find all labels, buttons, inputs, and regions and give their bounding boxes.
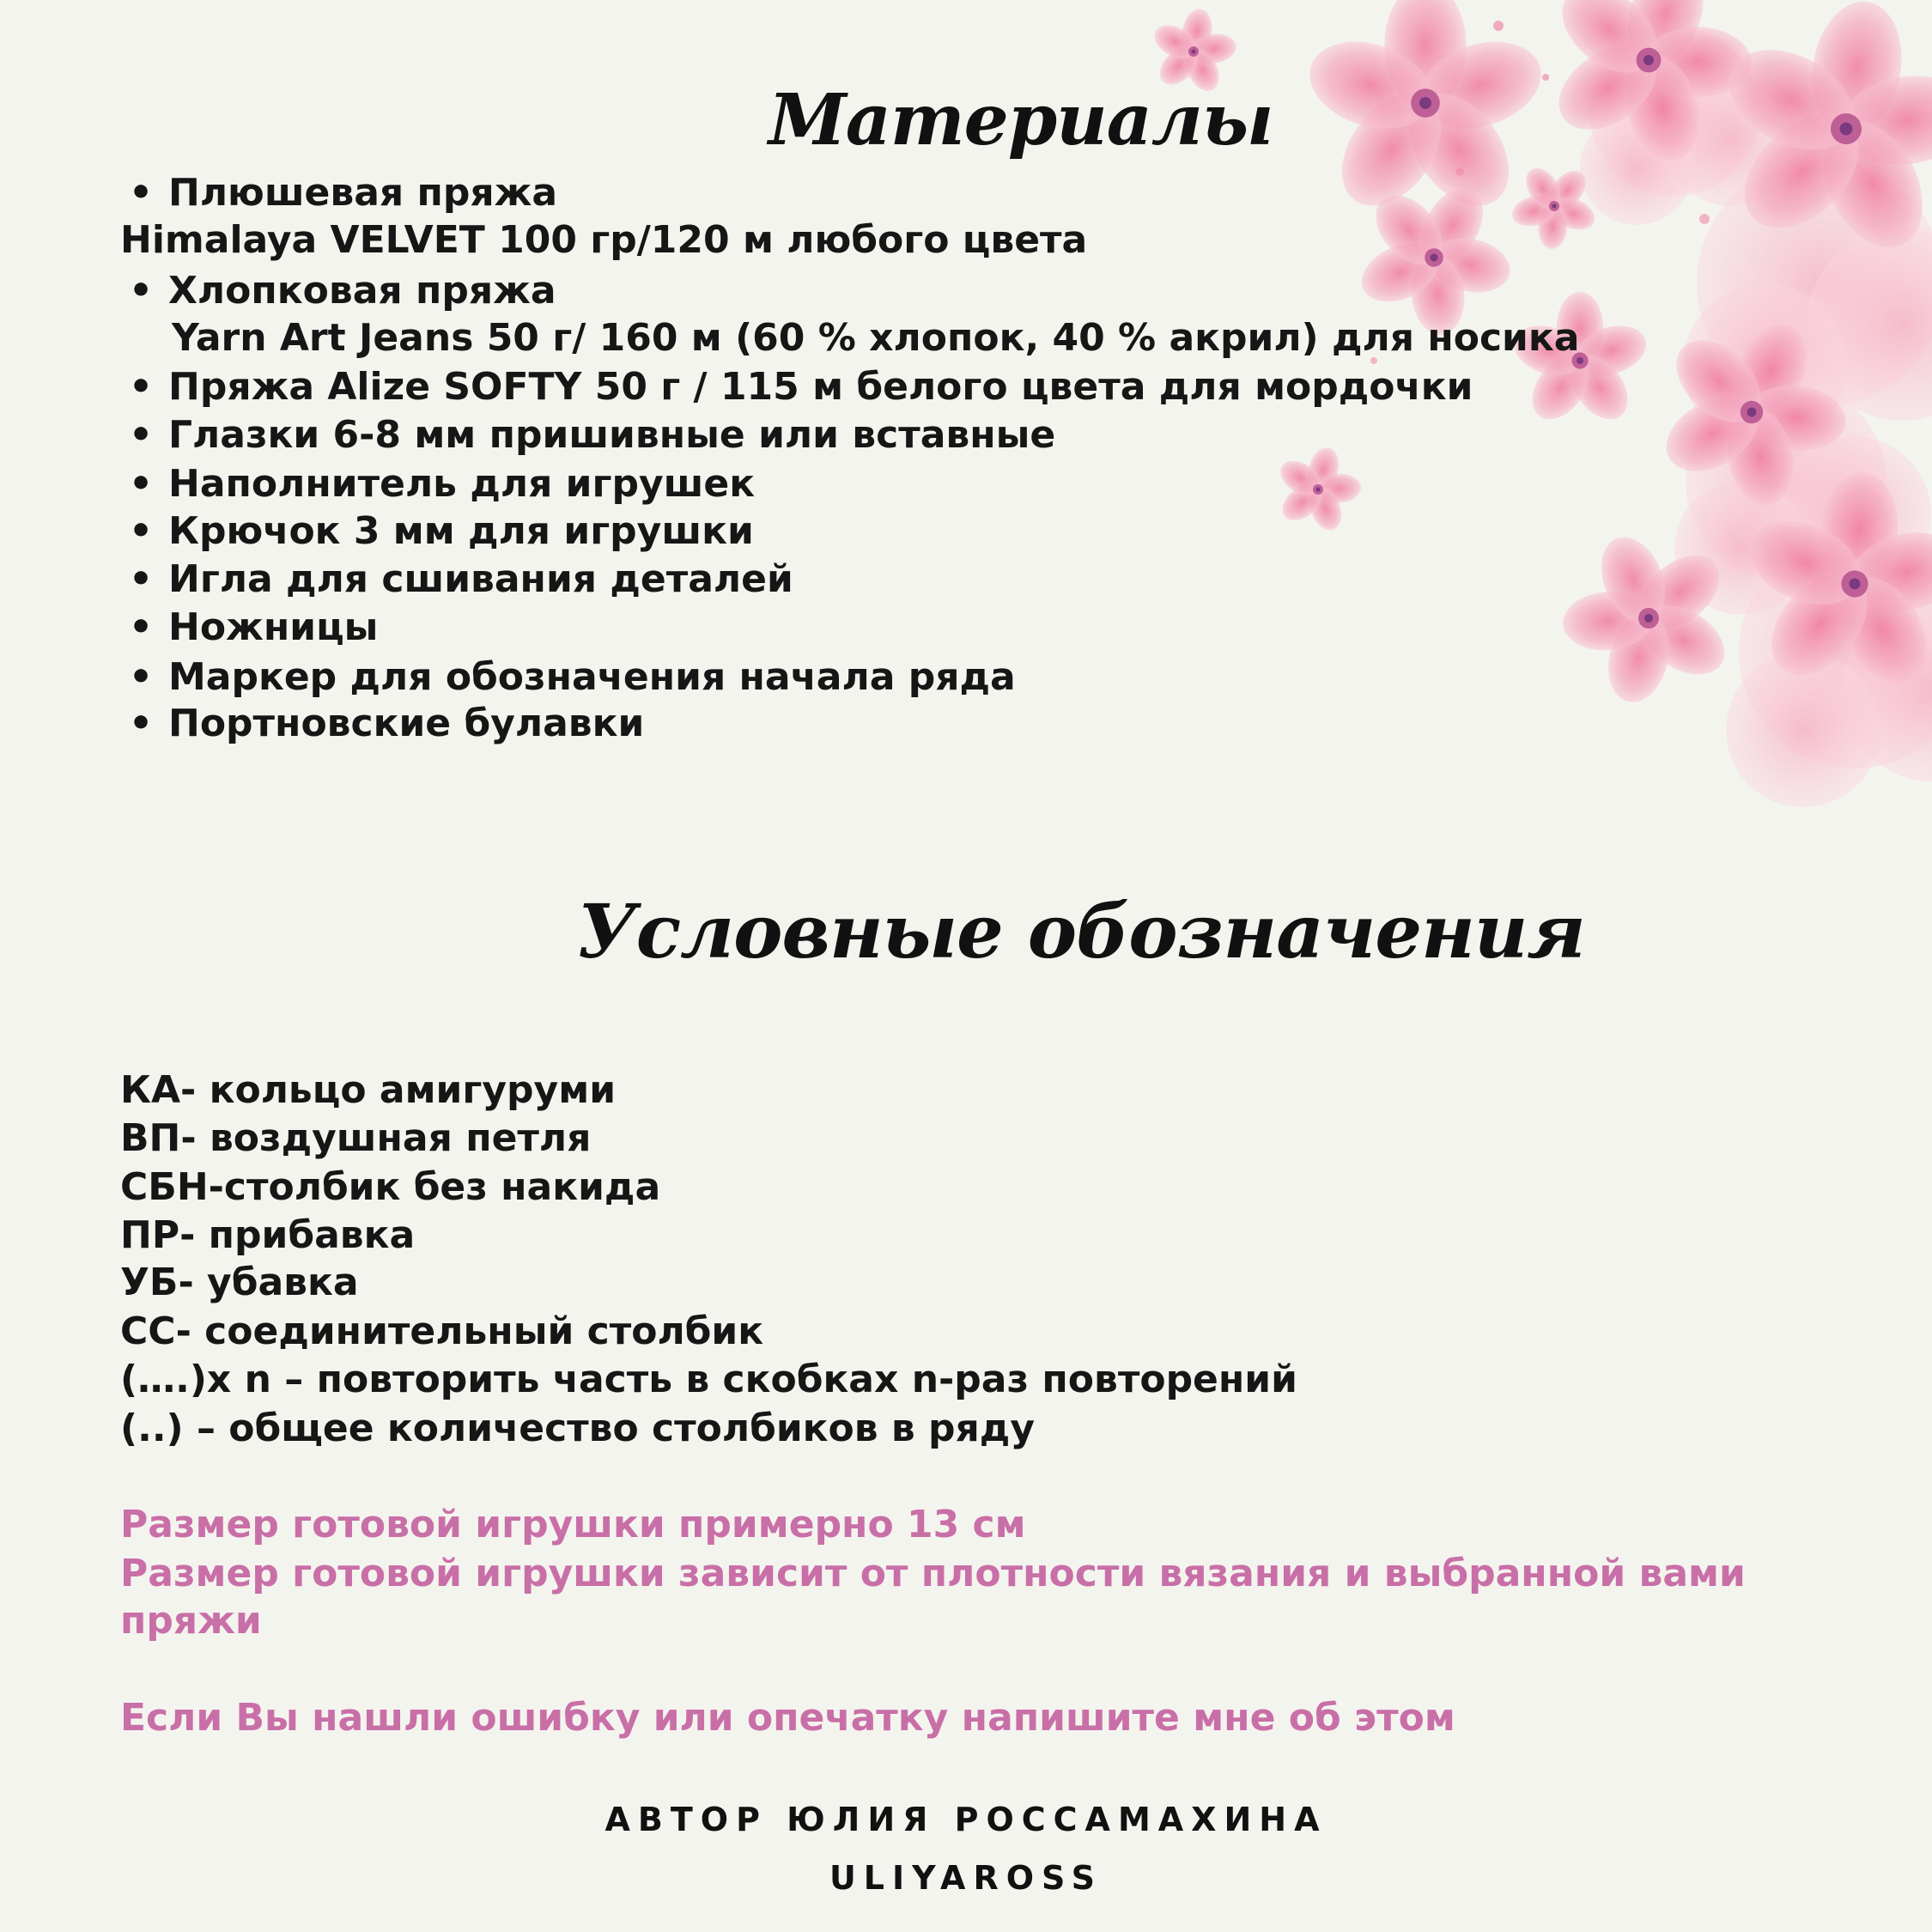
bullet: •: [129, 557, 154, 601]
bullet: •: [129, 702, 154, 745]
bullet: •: [129, 655, 154, 699]
list-item: • Наполнитель для игрушек: [129, 460, 755, 508]
legend-item: КА- кольцо амигуруми: [120, 1068, 617, 1112]
bullet: •: [129, 462, 154, 506]
size-note: Размер готовой игрушки примерно 13 см: [120, 1503, 1026, 1546]
list-item: • Плюшевая пряжа: [129, 169, 557, 217]
author-handle: ULIYAROSS: [829, 1859, 1103, 1897]
size-dependency-note-continuation: пряжи: [120, 1599, 262, 1643]
bullet: •: [129, 509, 154, 553]
legend-item: (….)х n – повторить часть в скобках n-раз повторений: [120, 1358, 1297, 1401]
legend-item: СБН-столбик без накида: [120, 1165, 661, 1209]
legend-item: СС- соединительный столбик: [120, 1309, 764, 1353]
legend-title: Условные обозначения: [577, 889, 1585, 975]
bullet: •: [129, 171, 154, 215]
legend-item: ВП- воздушная петля: [120, 1116, 592, 1160]
list-item: • Портновские булавки: [129, 700, 644, 748]
list-item: • Хлопковая пряжа: [129, 267, 556, 315]
list-item: • Маркер для обозначения начала ряда: [129, 653, 1016, 702]
list-item-continuation: Himalaya VELVET 100 гр/120 м любого цвета: [120, 218, 1088, 262]
size-dependency-note: Размер готовой игрушки зависит от плотности вязания и выбранной вами: [120, 1552, 1746, 1595]
materials-title: Материалы: [769, 79, 1273, 161]
list-item: • Крючок 3 мм для игрушки: [129, 507, 754, 556]
list-item: • Глазки 6-8 мм пришивные или вставные: [129, 411, 1055, 459]
list-item-continuation: Yarn Art Jeans 50 г/ 160 м (60 % хлопок, 40 % акрил) для носика: [172, 316, 1580, 360]
bullet: •: [129, 413, 154, 457]
bullet: •: [129, 269, 154, 313]
legend-item: (..) – общее количество столбиков в ряду: [120, 1406, 1036, 1450]
list-item: • Пряжа Alize SOFTY 50 г / 115 м белого цвета для мордочки: [129, 363, 1473, 411]
legend-item: ПР- прибавка: [120, 1213, 416, 1257]
bullet: •: [129, 605, 154, 649]
list-item: • Игла для сшивания деталей: [129, 556, 793, 604]
list-item: • Ножницы: [129, 604, 378, 652]
bullet: •: [129, 365, 154, 409]
author-name: АВТОР ЮЛИЯ РОССАМАХИНА: [605, 1801, 1327, 1838]
errors-note: Если Вы нашли ошибку или опечатку напишите мне об этом: [120, 1696, 1455, 1740]
legend-item: УБ- убавка: [120, 1261, 359, 1304]
